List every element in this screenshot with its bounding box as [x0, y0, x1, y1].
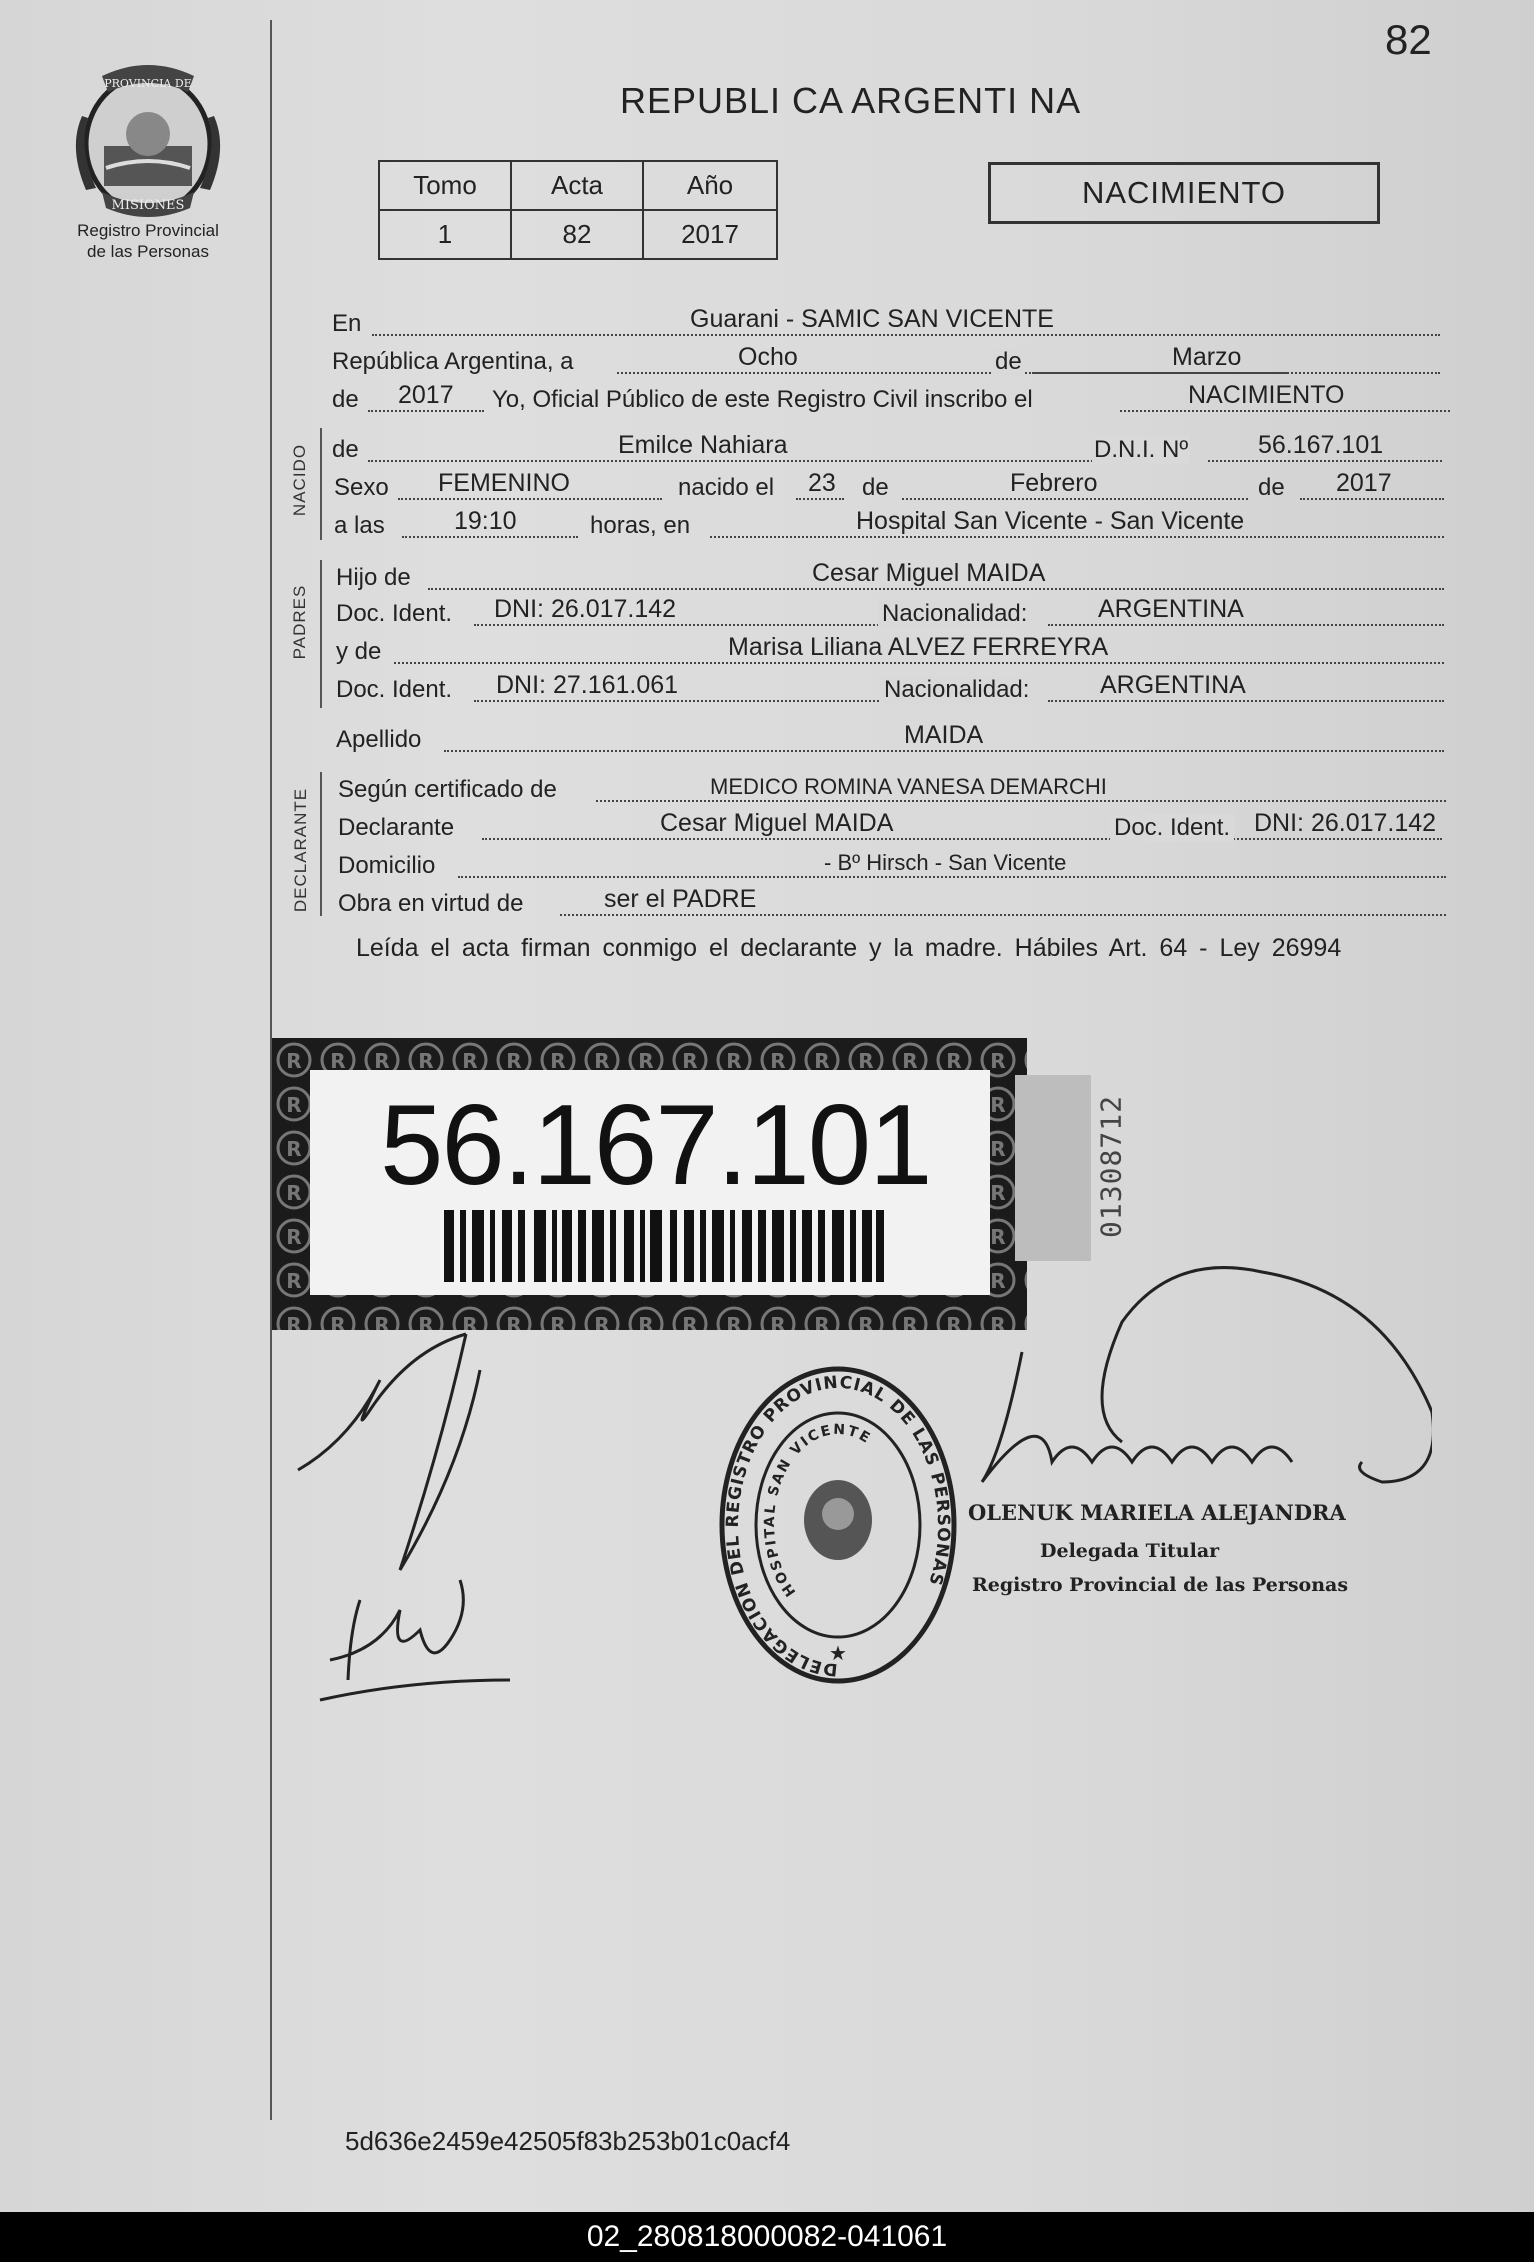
father-doc: DNI: 26.017.142: [494, 595, 677, 623]
obra-label: Obra en virtud de: [338, 890, 524, 917]
line-domicilio: [338, 848, 1448, 882]
barcode: [444, 1210, 884, 1282]
yde-label: y de: [336, 638, 382, 665]
declarant-signature: [290, 1330, 510, 1720]
table-header: Acta: [511, 161, 643, 210]
dotted-line: [1300, 498, 1444, 500]
obra-value: ser el PADRE: [604, 885, 757, 913]
footer-id: 02_280818000082-041061: [586, 2220, 948, 2253]
dotted-line: [1048, 700, 1444, 702]
line-father: [336, 560, 1446, 594]
signer-name: OLENUK MARIELA ALEJANDRA: [968, 1500, 1346, 1525]
dotted-line: [372, 334, 1440, 336]
legal-text: Leída el acta firman conmigo el declarante y la madre. Hábiles Art. 64 - Ley 26994: [356, 934, 1342, 962]
sexo-value: FEMENINO: [438, 469, 570, 497]
decl-label: Declarante: [338, 814, 455, 841]
registry-seal: [718, 1364, 958, 1686]
birth-day: 23: [808, 469, 836, 497]
side-code-tag: [1015, 1075, 1091, 1261]
line-apellido: [336, 722, 1446, 756]
dotted-line: [398, 498, 662, 500]
side-code: 01308712: [1094, 1095, 1128, 1238]
dotted-line: [1048, 624, 1444, 626]
mother-name: Marisa Liliana ALVEZ FERREYRA: [728, 633, 1109, 661]
child-name: Emilce Nahiara: [618, 431, 788, 459]
doc-label: Doc. Ident.: [336, 600, 453, 627]
dotted-line: [394, 662, 1444, 664]
dni-value: 56.167.101: [1258, 431, 1384, 459]
apellido-value: MAIDA: [904, 721, 984, 749]
dom-label: Domicilio: [338, 852, 436, 879]
dotted-line: [444, 750, 1444, 752]
line-declarante: [338, 810, 1458, 844]
registry-caption-line2: de las Personas: [87, 242, 209, 261]
line-year: [332, 382, 1452, 416]
line-obra: [338, 886, 1448, 920]
dotted-line: [902, 498, 1248, 500]
dotted-line: [560, 914, 1446, 916]
seal-inner-text: HOSPITAL SAN VICENTE: [761, 1421, 875, 1600]
de-label: de: [862, 474, 889, 501]
dotted-line: [368, 410, 484, 412]
line-certificado: [338, 772, 1448, 806]
alas-label: a las: [334, 512, 385, 539]
apellido-label: Apellido: [336, 726, 422, 753]
table-cell: 2017: [643, 210, 777, 259]
hour-value: 19:10: [454, 507, 517, 535]
line-hora: [334, 508, 1444, 542]
document-hash: 5d636e2459e42505f83b253b01c0acf4: [345, 2126, 791, 2156]
inscribo-value: NACIMIENTO: [1188, 381, 1345, 409]
signer-office: Registro Provincial de las Personas: [972, 1574, 1349, 1596]
decl-value: Cesar Miguel MAIDA: [660, 809, 894, 837]
dni-sticker: [272, 1038, 1027, 1330]
de2-label: de: [332, 386, 359, 413]
dotted-line: [402, 536, 578, 538]
cert-label: Según certificado de: [338, 776, 557, 803]
decl-doc-value: DNI: 26.017.142: [1254, 809, 1437, 837]
oficial-label: Yo, Oficial Público de este Registro Civil inscribo el: [492, 386, 1033, 413]
registry-logo: [68, 58, 228, 238]
dotted-line: [596, 800, 1446, 802]
father-nat: ARGENTINA: [1098, 595, 1244, 623]
nac-label: Nacionalidad:: [878, 600, 1031, 628]
line-name: [332, 432, 1442, 466]
seal-outer-text: DELEGACION DEL REGISTRO PROVINCIAL DE LAS PERSONAS: [722, 1372, 954, 1680]
place-value: Hospital San Vicente - San Vicente: [856, 507, 1245, 535]
line-sexo: [334, 470, 1444, 504]
record-type-box: NACIMIENTO: [988, 162, 1380, 224]
line-father-doc: [336, 596, 1446, 630]
mother-doc: DNI: 27.161.061: [496, 671, 679, 699]
logo-bottom-text: MISIONES: [111, 198, 185, 213]
nacido-label: nacido el: [678, 474, 775, 501]
dni-label: D.N.I. Nº: [1094, 436, 1189, 463]
dotted-line: [428, 588, 1444, 590]
official-signature: [962, 1262, 1432, 1532]
birth-month: Febrero: [1010, 469, 1098, 497]
de-label: de: [992, 348, 1025, 376]
record-table: [378, 160, 778, 260]
line-mother: [336, 634, 1446, 668]
declarante-bracket: [320, 772, 322, 916]
year-value: 2017: [398, 381, 454, 409]
nacido-bracket: [320, 428, 322, 540]
line-mother-doc: [336, 672, 1446, 706]
day-value: Ocho: [738, 343, 798, 371]
sticker-number: 56.167.101: [380, 1082, 931, 1209]
table-cell: 82: [511, 210, 643, 259]
decl-doc-label: Doc. Ident.: [1110, 814, 1234, 842]
en-label: En: [332, 310, 362, 337]
sexo-label: Sexo: [334, 474, 389, 501]
cert-value: MEDICO ROMINA VANESA DEMARCHI: [710, 774, 1107, 799]
table-header: Tomo: [379, 161, 511, 210]
de-label: de: [1258, 474, 1285, 501]
en-value: Guarani - SAMIC SAN VICENTE: [690, 305, 1054, 333]
dotted-line: [368, 460, 1120, 462]
dotted-line: [1032, 372, 1440, 374]
svg-text:★: ★: [829, 1643, 847, 1665]
padres-side-label: PADRES: [290, 584, 309, 660]
dotted-line: [458, 876, 1446, 878]
horas-label: horas, en: [590, 512, 691, 539]
nac-label: Nacionalidad:: [880, 676, 1033, 704]
month-value: Marzo: [1172, 343, 1242, 371]
nacido-side-label: NACIDO: [290, 443, 309, 517]
table-header: Año: [643, 161, 777, 210]
logo-top-text: PROVINCIA DE: [104, 77, 192, 90]
page-number: 82: [1385, 16, 1432, 63]
registry-caption: [48, 220, 248, 262]
padres-bracket: [320, 560, 322, 708]
dotted-line: [796, 498, 844, 500]
mother-nat: ARGENTINA: [1100, 671, 1246, 699]
declarante-side-label: DECLARANTE: [291, 787, 310, 913]
dotted-line: [482, 838, 1442, 840]
sticker-label: [310, 1070, 990, 1295]
doc-label: Doc. Ident.: [336, 676, 453, 703]
hijo-label: Hijo de: [336, 564, 411, 591]
registry-caption-line1: Registro Provincial: [77, 221, 219, 240]
dotted-line: [1120, 410, 1450, 412]
birth-year: 2017: [1336, 469, 1392, 497]
republica-label: República Argentina, a: [332, 348, 574, 375]
line-en: [332, 306, 1442, 340]
signer-role: Delegada Titular: [1040, 1540, 1220, 1562]
dom-value: - Bº Hirsch - San Vicente: [824, 850, 1067, 875]
de-label: de: [332, 436, 359, 463]
page-title: REPUBLI CA ARGENTI NA: [620, 80, 1082, 121]
dotted-line: [1208, 460, 1442, 462]
dotted-line: [710, 536, 1444, 538]
line-republica: [332, 344, 1442, 378]
table-cell: 1: [379, 210, 511, 259]
father-name: Cesar Miguel MAIDA: [812, 559, 1046, 587]
